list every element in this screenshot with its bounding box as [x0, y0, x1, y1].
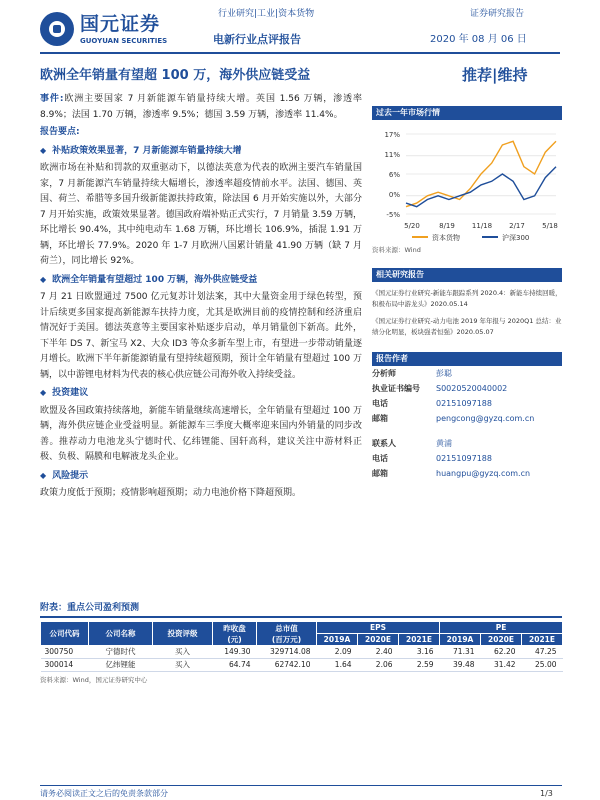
cell-pe: 25.00	[522, 659, 563, 672]
contact-role-label: 联系人	[372, 439, 396, 448]
report-date: 2020 年 08 月 06 日	[430, 34, 527, 45]
chart-header: 过去一年市场行情	[372, 106, 562, 120]
point3-title: ◆ 投资建议	[40, 385, 362, 402]
y-tick-label: 0%	[388, 191, 400, 199]
legend-label-capital: 资本货物	[432, 234, 460, 242]
disclaimer-note: 请务必阅读正文之后的免责条款部分	[40, 789, 168, 798]
cell-eps: 2.06	[358, 659, 399, 672]
phone-number: 02151097188	[436, 454, 492, 463]
cell-price: 64.74	[213, 659, 257, 672]
sidebar	[372, 106, 562, 516]
x-tick-label: 2/17	[509, 222, 525, 230]
analyst-row	[372, 466, 562, 481]
cell-mktcap: 62742.10	[257, 659, 317, 672]
analyst-row	[372, 381, 562, 396]
report-type: 电新行业点评报告	[213, 33, 301, 46]
col-header-pe: PE	[440, 622, 563, 634]
footer-divider	[40, 785, 562, 786]
phone-number: 02151097188	[436, 399, 492, 408]
point2-title: ◆ 欧洲全年销量有望超过 100 万辆，海外供应链受益	[40, 272, 362, 289]
main-body	[40, 92, 362, 582]
legend-label-hs300: 沪深300	[502, 234, 530, 242]
related-reports	[372, 268, 562, 338]
cell-pe: 47.25	[522, 646, 563, 659]
analyst-header: 报告作者	[372, 352, 562, 366]
cell-price: 149.30	[213, 646, 257, 659]
forecast-table	[40, 621, 563, 672]
forecast-divider	[40, 616, 562, 618]
event-paragraph	[40, 92, 362, 123]
logo-icon	[40, 12, 74, 46]
year-header: 2020E	[481, 634, 522, 646]
cert-number: S0020520040002	[436, 384, 508, 393]
point4-text: 政策力度低于预期；疫情影响超预期；动力电池价格下降超预期。	[40, 488, 302, 498]
point4-title: ◆ 风险提示	[40, 468, 362, 485]
email-link[interactable]: huangpu@gyzq.com.cn	[436, 469, 531, 478]
email-link[interactable]: pengcong@gyzq.com.cn	[436, 414, 535, 423]
y-tick-label: -5%	[386, 211, 400, 219]
year-header: 2021E	[399, 634, 440, 646]
y-tick-label: 17%	[384, 131, 400, 139]
analyst-row	[372, 436, 562, 451]
page-number: 1/3	[540, 789, 553, 798]
price-header-text: 昨收盘	[223, 623, 246, 633]
cell-pe: 71.31	[440, 646, 481, 659]
table-row	[41, 646, 563, 659]
table-row	[41, 659, 563, 672]
email-label: 邮箱	[372, 469, 388, 478]
phone-label: 电话	[372, 454, 388, 463]
event-label: 事件:	[40, 94, 64, 104]
related-item[interactable]: 《国元证券行业研究-动力电池 2019 年年报与 2020Q1 总结：业绩分化明显，板块强者恒强》2020.05.07	[372, 317, 562, 336]
point2-text: 7 月 21 日欧盟通过 7500 亿元复苏计划法案，其中大量资金用于绿色转型，预计后续更多国家提高新能源车扶持力度，尤其是欧洲目前的疫情控制和经济重启情况好于美国。德法英意等主要国家补贴逐步启动，单月销量创下新高。此外，下半年 DS 7、新宝马 X2、大众 ID3 等众多新车型上市，有望进一步带动销量逐月增长。欧洲下半年新能源销量有望持续超预期，预计全年销量有望超过 100 万辆，以中游锂电材料为代表的核心供应链公司海外收入持续受益。	[40, 292, 362, 380]
analyst-row	[372, 396, 562, 411]
cell-code: 300014	[41, 659, 89, 672]
year-header: 2019A	[317, 634, 358, 646]
rating-badge: 推荐|维持	[462, 66, 528, 84]
year-header: 2019A	[440, 634, 481, 646]
chart-source: 资料来源：Wind	[372, 246, 421, 254]
market-chart	[372, 120, 562, 244]
cert-label: 执业证书编号	[372, 384, 420, 393]
mktcap-header-unit: (百万元)	[271, 634, 302, 644]
year-header: 2020E	[358, 634, 399, 646]
related-item[interactable]: 《国元证券行业研究-新能车跟踪系列 2020.4：新能车持续回暖，积极布局中游龙头》2020.05.14	[372, 289, 562, 308]
chart-svg	[372, 120, 562, 244]
phone-label: 电话	[372, 399, 388, 408]
table-source: 资料来源：Wind，国元证券研究中心	[40, 676, 148, 684]
cell-eps: 1.64	[317, 659, 358, 672]
logo-text-en: GUOYUAN SECURITIES	[80, 37, 168, 45]
event-text: 欧洲主要国家 7 月新能源车销量持续大增。英国 1.56 万辆，渗透率 8.9%；法国 1.70 万辆，渗透率 9.5%；德国 3.59 万辆，渗透率 11.4%。	[40, 94, 362, 120]
cell-eps: 2.40	[358, 646, 399, 659]
contact-name: 黄浦	[436, 439, 452, 448]
analyst-name: 彭聪	[436, 369, 452, 378]
point3-text: 欧盟及各国政策持续落地，新能车销量继续高速增长，全年销量有望超过 100 万辆，海外供应链企业受益明显。新能源车三季度大概率迎来国内外销量的同步改善。推荐动力电池龙头宁德时代、亿纬锂能、国轩高科，建议关注中游材料正极、负极、隔膜和电解液龙头企业。	[40, 405, 362, 462]
col-header-eps: EPS	[317, 622, 440, 634]
forecast-title: 附表：重点公司盈利预测	[40, 603, 140, 613]
report-category: 行业研究|工业|资本货物	[218, 9, 315, 19]
cell-eps: 3.16	[399, 646, 440, 659]
cell-rating: 买入	[153, 659, 213, 672]
cell-pe: 62.20	[481, 646, 522, 659]
cell-eps: 2.09	[317, 646, 358, 659]
header-divider	[40, 52, 560, 54]
cell-eps: 2.59	[399, 659, 440, 672]
point1-title: ◆ 补贴政策效果显著，7 月新能源车销量持续大增	[40, 143, 362, 160]
x-tick-label: 8/19	[439, 222, 455, 230]
page-title: 欧洲全年销量有望超 100 万，海外供应链受益	[40, 68, 311, 83]
col-header-mktcap	[257, 622, 317, 646]
page-header	[0, 0, 600, 60]
cell-mktcap: 329714.08	[257, 646, 317, 659]
cell-pe: 31.42	[481, 659, 522, 672]
cell-pe: 39.48	[440, 659, 481, 672]
col-header-price	[213, 622, 257, 646]
analyst-row	[372, 451, 562, 466]
x-tick-label: 5/18	[542, 222, 558, 230]
analyst-info	[372, 352, 562, 481]
col-header-rating: 投资评级	[153, 622, 213, 646]
cell-name: 宁德时代	[89, 646, 153, 659]
summary-label: 报告要点:	[40, 127, 80, 137]
cell-rating: 买入	[153, 646, 213, 659]
mktcap-header-text: 总市值	[275, 623, 298, 633]
report-label: 证券研究报告	[470, 9, 525, 19]
analyst-row	[372, 411, 562, 426]
analyst-role-label: 分析师	[372, 369, 396, 378]
year-header: 2021E	[522, 634, 563, 646]
email-label: 邮箱	[372, 414, 388, 423]
related-header: 相关研究报告	[372, 268, 562, 282]
cell-code: 300750	[41, 646, 89, 659]
logo	[40, 12, 180, 48]
col-header-code: 公司代码	[41, 622, 89, 646]
forecast-table-section	[40, 600, 562, 686]
y-tick-label: 11%	[384, 151, 400, 159]
y-tick-label: 6%	[388, 171, 400, 179]
analyst-row	[372, 366, 562, 381]
x-tick-label: 5/20	[404, 222, 420, 230]
price-header-unit: (元)	[227, 634, 242, 644]
cell-name: 亿纬锂能	[89, 659, 153, 672]
col-header-name: 公司名称	[89, 622, 153, 646]
x-tick-label: 11/18	[471, 222, 493, 230]
point1-text: 欧洲市场在补贴和罚款的双重驱动下，以德法英意为代表的欧洲主要汽车销量国家，7 月新能源汽车销量持续大幅增长，渗透率超疫情前水平。法国、德国、英国、荷兰、希腊等多国升级新能源扶持政策，除法国 6 月开始实施以外，大部分 7 月开始实施，政策效果显著。德国政府端补贴正式实行，7 月销量 3.59 万辆，环比增长 90.4%，其中纯电动车 1.68 万辆，环比增长 106.9%，插混 1.91 万辆，环比增长 77.9%。2020 年 1-7 月欧洲八国累计销量 41.90 万辆（缺 7 月荷兰），同比增长 92%。	[40, 163, 362, 266]
logo-text-cn: 国元证券	[80, 13, 161, 35]
